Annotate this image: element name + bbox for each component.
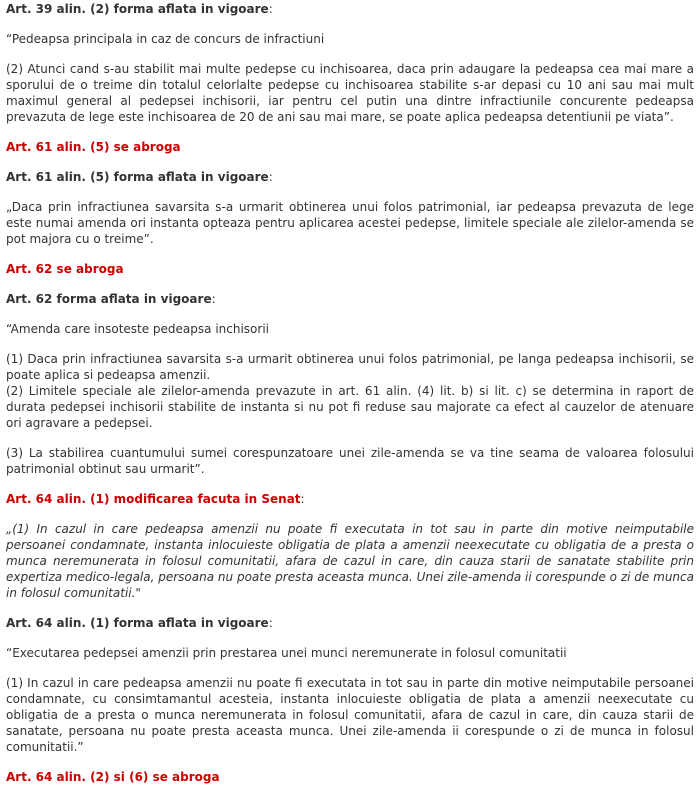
paragraph: (2) Limitele speciale ale zilelor-amenda prevazute in art. 61 alin. (4) lit. b) si lit. c) se determina in raport de durata pedepsei inchisorii stabilite de instanta si nu pot fi reduse sau majorate ca efect al cauzelor de atenuare ori agravare a pedepsei. <box>6 384 694 430</box>
paragraph: (3) La stabilirea cuantumului sumei corespunzatoare unei zile-amenda se va tine seama de valoarea folosului patrimonial obtinut sau urmarit”. <box>6 446 694 476</box>
heading-in-force: Art. 64 alin. (1) forma aflata in vigoare: <box>6 616 273 630</box>
heading-amendment: Art. 64 alin. (2) si (6) se abroga <box>6 770 220 784</box>
paragraph: „Daca prin infractiunea savarsita s-a urmarit obtinerea unui folos patrimonial, iar pedeapsa prevazuta de lege este numai amenda ori instanta opteaza pentru aplicarea acestei pedepse, limitele speciale ale zilelor-amenda se pot majora cu o treime”. <box>6 200 694 246</box>
paragraph-title: “Pedeapsa principala in caz de concurs de infractiuni <box>6 32 325 46</box>
heading-amendment: Art. 62 se abroga <box>6 262 124 276</box>
heading-in-force: Art. 62 forma aflata in vigoare: <box>6 292 216 306</box>
heading-in-force: Art. 61 alin. (5) forma aflata in vigoare: <box>6 170 273 184</box>
paragraph: (1) Daca prin infractiunea savarsita s-a urmarit obtinerea unui folos patrimonial, pe langa pedeapsa inchisorii, se poate aplica si pedeapsa amenzii. <box>6 352 694 382</box>
paragraph-title: “Amenda care insoteste pedeapsa inchisorii <box>6 322 269 336</box>
heading-amendment: Art. 64 alin. (1) modificarea facuta in Senat: <box>6 492 305 506</box>
heading-art-39-2: Art. 39 alin. (2) forma aflata in vigoare: <box>6 2 273 16</box>
paragraph: (2) Atunci cand s-au stabilit mai multe pedepse cu inchisoarea, daca prin adaugare la pedeapsa cea mai mare a sporului de o treime din totalul celorlalte pedepse cu inchisoarea stabilite s-ar depasi cu 10 ani sau mai mult maximul general al pedepsei inchisorii, iar pentru cel putin una dintre infractiunile concurente pedeapsa prevazuta de lege este inchisoarea de 20 de ani sau mai mare, se poate aplica pedeapsa detentiunii pe viata”. <box>6 62 694 124</box>
heading-amendment: Art. 61 alin. (5) se abroga <box>6 140 181 154</box>
paragraph-italic: „(1) In cazul in care pedeapsa amenzii nu poate fi executata in tot sau in parte din motive neimputabile persoanei condamnate, instanta inlocuieste obligatia de plata a amenzii neexecutate cu obligatia de a presta o munca neremunerata in folosul comunitatii, afara de cazul in care, din cauza starii de sanatate stabilite prin expertiza medico-legala, persoana nu poate presta aceasta munca. Unei zile-amenda ii corespunde o zi de munca in folosul comunitatii." <box>6 522 694 600</box>
paragraph-title: “Executarea pedepsei amenzii prin prestarea unei munci neremunerate in folosul comunitatii <box>6 646 567 660</box>
paragraph: (1) In cazul in care pedeapsa amenzii nu poate fi executata in tot sau in parte din motive neimputabile persoanei condamnate, cu consimtamantul acesteia, instanta inlocuieste obligatia de plata a amenzii neexecutate cu obligatia de a presta o munca neremunerata in folosul comunitatii, afara de cazul in care, din cauza starii de sanatate, persoana nu poate presta aceasta munca. Unei zile-amenda ii corespunde o zi de munca in folosul comunitatii.” <box>6 676 694 754</box>
